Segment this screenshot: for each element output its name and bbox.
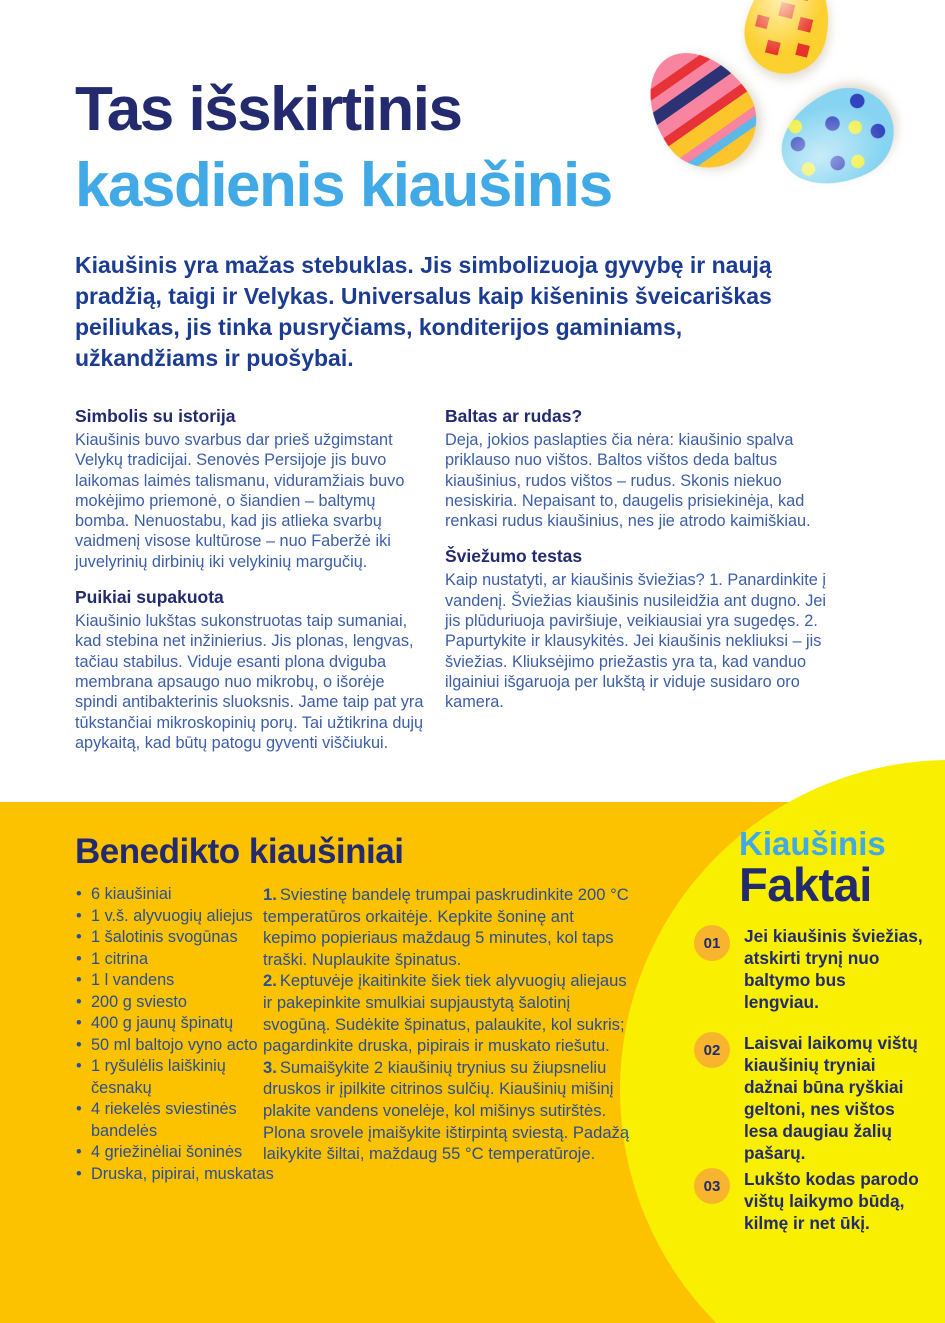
page-title-line-2: kasdienis kiaušinis bbox=[75, 151, 612, 220]
ingredient-item: • 4 riekelės sviestinės bandelės bbox=[75, 1099, 275, 1142]
ingredient-item: • 1 šalotinis svogūnas bbox=[75, 927, 275, 949]
ingredient-item: • 200 g sviesto bbox=[75, 992, 275, 1014]
ingredient-item: • 4 griežinėliai šoninės bbox=[75, 1142, 275, 1164]
column-left bbox=[75, 406, 427, 768]
article-heading: Simbolis su istorija bbox=[75, 406, 236, 426]
easter-egg-yellow bbox=[736, 0, 841, 82]
ingredient-item: • 1 v.š. alyvuogių aliejus bbox=[75, 906, 275, 928]
step-text: Keptuvėje įkaitinkite šiek tiek alyvuogių aliejaus ir pakepinkite smulkiai supjaustytą šalotinį svogūną. Sudėkite špinatus, palaukite, kol sukris; pagardinkite druska, pipirais ir muskato riešutu. bbox=[263, 971, 627, 1056]
facts-title-word: Faktai bbox=[739, 858, 872, 911]
step-number: 3. bbox=[263, 1057, 277, 1077]
ingredient-item: • 1 citrina bbox=[75, 949, 275, 971]
fact-number-badge: 03 bbox=[694, 1168, 730, 1204]
column-right bbox=[445, 406, 840, 768]
recipe-step bbox=[263, 1122, 631, 1165]
recipe-steps bbox=[263, 884, 631, 1165]
article-body: Kiaušinis buvo svarbus dar prieš užgimstant Velykų tradicijai. Senovės Persijoje jis buvo laikomas laimės talismanu, viduramžiais buvo mokėjimo priemonė, o šiandien – baltymų bomba. Nenuostabu, kad jis atlieka svarbų vaidmenį visose kultūrose – nuo Faberžė iki juvelyrinių dirbinių iki velykinių margučių. bbox=[75, 431, 405, 571]
facts-title bbox=[739, 825, 886, 911]
fact-text: Lukšto kodas parodo vištų laikymo būdą, kilmę ir net ūkį. bbox=[744, 1169, 919, 1233]
recipe-title: Benedikto kiaušiniai bbox=[75, 832, 404, 871]
article-heading: Puikiai supakuota bbox=[75, 587, 224, 608]
step-text: Sumaišykite 2 kiaušinių trynius su žiupsneliu druskos ir įpilkite citrinos sulčių. Kiaušinių mišinį plakite vandens vonelėje, kol mišinys sutirštės. bbox=[263, 1057, 614, 1120]
fact-text: Laisvai laikomų vištų kiaušinių tryniai dažnai būna ryškiai geltoni, nes vištos lesa daugiau žalių pašarų. bbox=[744, 1033, 918, 1163]
easter-egg-blue-dotted bbox=[765, 73, 908, 204]
article-heading: Šviežumo testas bbox=[445, 546, 583, 567]
ingredient-item: • Druska, pipirai, muskatas bbox=[75, 1164, 275, 1186]
fact-item bbox=[694, 1032, 930, 1164]
ingredient-item: • 6 kiaušiniai bbox=[75, 884, 275, 906]
recipe-step bbox=[263, 970, 631, 1056]
ingredient-item: • 1 ryšulėlis laiškinių česnakų bbox=[75, 1056, 275, 1099]
article-body: Kaip nustatyti, ar kiaušinis šviežias? 1. Panardinkite į vandenį. Šviežias kiaušinis nusileidžia ant dugno. Jei jis plūduriuoja paviršiuje, veikiausiai yra sugedęs. 2. Papurtykite ir klausykitės. Jei kiaušinis nekliuksi – jis šviežias. Kliuksėjimo priežastis yra ta, kad vanduo ilgainiui išgaruoja per lukštą ir viduje susidaro oro kamera. bbox=[445, 571, 827, 712]
step-number: 1. bbox=[263, 885, 277, 904]
recipe-step bbox=[263, 1057, 631, 1122]
article-heading: Baltas ar rudas? bbox=[445, 406, 583, 426]
fact-item bbox=[694, 925, 930, 1013]
article-body: Deja, jokios paslapties čia nėra: kiaušinio spalva priklauso nuo vištos. Baltos vištos deda baltus kiaušinius, rudos vištos – rudus. Skonis niekuo nesiskiria. Nepaisant to, daugelis prisiekinėja, kad renkasi rudus kiaušinius, nes jie atrodo kaimiškiau. bbox=[445, 431, 811, 531]
fact-text: Jei kiaušinis šviežias, atskirti trynį nuo baltymo bus lengviau. bbox=[744, 926, 923, 1012]
ingredients-list bbox=[75, 884, 275, 1185]
page-title bbox=[75, 72, 612, 224]
fact-number-badge: 01 bbox=[694, 925, 730, 961]
step-number: 2. bbox=[263, 971, 277, 991]
ingredient-item: • 1 l vandens bbox=[75, 970, 275, 992]
intro-paragraph: Kiaušinis yra mažas stebuklas. Jis simbolizuoja gyvybę ir naują pradžią, taigi ir Velykas. Universalus kaip kišeninis šveicariškas peiliukas, jis tinka pusryčiams, konditerijos gaminiams, užkandžiams ir puošybai. bbox=[75, 252, 772, 371]
facts-title-kicker: Kiaušinis bbox=[739, 825, 886, 862]
ingredient-item: • 50 ml baltojo vyno acto bbox=[75, 1035, 275, 1057]
recipe-step bbox=[263, 884, 631, 970]
ingredient-item: • 400 g jaunų špinatų bbox=[75, 1013, 275, 1035]
article-body: Kiaušinio lukštas sukonstruotas taip sumaniai, kad stebina net inžinierius. Jis plonas, lengvas, tačiau stabilus. Viduje esanti plona dviguba membrana apsaugo nuo mikrobų, o išorėje spindi antibakterinis sluoksnis. Jame taip pat yra tūkstančiai mikroskopinių porų. Tai užtikrina dujų apykaitą, kad būtų patogu gyventi viščiukui. bbox=[75, 612, 424, 752]
step-text: Plona srovele įmaišykite ištirpintą sviestą. Padažą laikykite šiltai, maždaug 55 °C temperatūroje. bbox=[263, 1122, 630, 1164]
page-title-line-1: Tas išskirtinis bbox=[75, 75, 462, 144]
article-columns bbox=[75, 406, 840, 768]
step-text: Sviestinę bandelę trumpai paskrudinkite 200 °C temperatūros orkaitėje. Kepkite šoninę ant kepimo popieriaus maždaug 5 minutes, kol taps traški. Nuplaukite špinatus. bbox=[263, 885, 629, 969]
fact-item bbox=[694, 1168, 930, 1234]
fact-number-badge: 02 bbox=[694, 1032, 730, 1068]
